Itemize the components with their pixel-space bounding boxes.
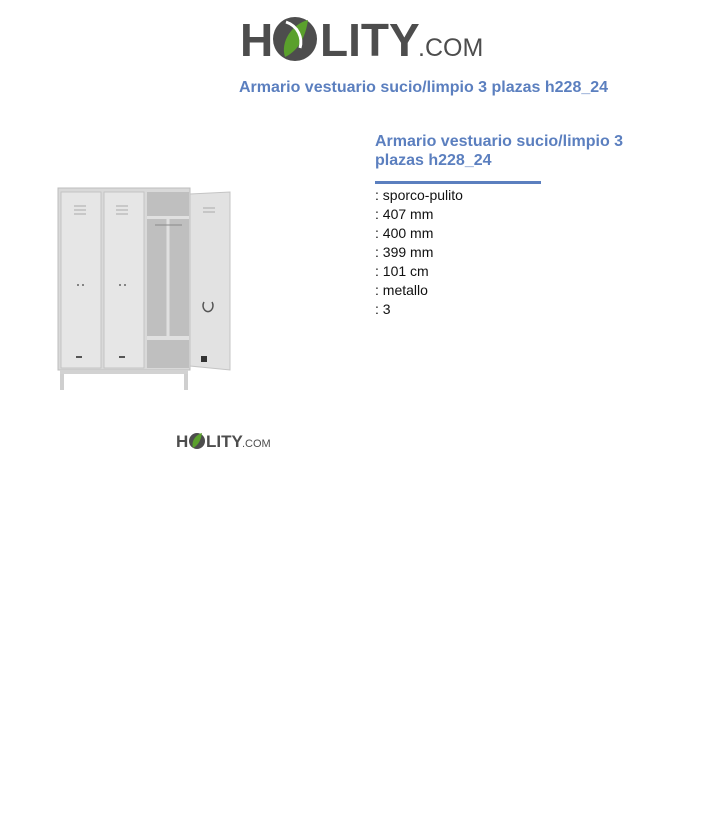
spec-item: : metallo <box>375 282 428 298</box>
svg-text:LITY: LITY <box>206 432 243 451</box>
spec-item: : sporco-pulito <box>375 187 463 203</box>
spec-item: : 399 mm <box>375 244 434 260</box>
svg-text:.COM: .COM <box>418 34 484 62</box>
holity-logo-graphic <box>240 12 485 64</box>
title-divider <box>375 181 541 184</box>
spec-item: : 400 mm <box>375 225 434 241</box>
footer-logo <box>176 430 276 452</box>
svg-text:.COM: .COM <box>242 438 271 450</box>
brand-logo[interactable] <box>240 12 485 64</box>
product-image <box>50 180 240 395</box>
product-title: Armario vestuario sucio/limpio 3 plazas h228_24 <box>375 133 624 169</box>
spec-list <box>375 186 463 319</box>
svg-text:H: H <box>240 14 274 64</box>
page-title: Armario vestuario sucio/limpio 3 plazas h228_24 <box>239 79 609 96</box>
svg-text:H: H <box>176 432 189 451</box>
spec-item: : 407 mm <box>375 206 434 222</box>
spec-item: : 3 <box>375 301 391 317</box>
svg-text:LITY: LITY <box>320 14 420 64</box>
spec-item: : 101 cm <box>375 263 429 279</box>
